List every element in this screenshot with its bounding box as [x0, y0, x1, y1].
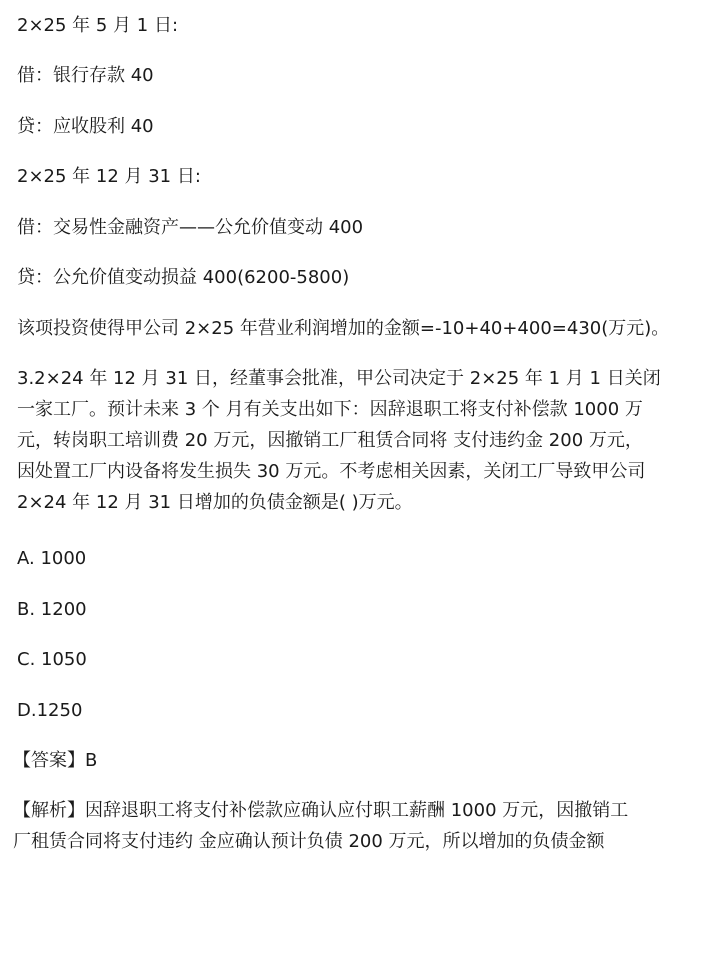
summary-line: 该项投资使得甲公司 2×25 年营业利润增加的金额=-10+40+400=430(万元)。 — [17, 318, 670, 339]
analysis-line: 【解析】因辞退职工将支付补偿款应确认应付职工薪酬 1000 万元，因撤销工 — [13, 800, 629, 821]
option-d: D.1250 — [17, 700, 83, 721]
entry-date-2: 2×25 年 12 月 31 日: — [17, 166, 201, 187]
question-line: 2×24 年 12 月 31 日增加的负债金额是( )万元。 — [17, 492, 413, 513]
question-line: 元，转岗职工培训费 20 万元，因撤销工厂租赁合同将 支付违约金 200 万元， — [17, 430, 643, 451]
analysis-paragraph — [13, 795, 628, 857]
answer-line: 【答案】B — [13, 750, 98, 771]
option-a: A. 1000 — [17, 548, 87, 569]
option-c: C. 1050 — [17, 649, 87, 670]
entry-credit-1: 贷：应收股利 40 — [17, 116, 154, 137]
entry-debit-1: 借：银行存款 40 — [17, 65, 154, 86]
option-b: B. 1200 — [17, 599, 87, 620]
entry-debit-2: 借：交易性金融资产——公允价值变动 400 — [17, 217, 364, 238]
entry-date-1: 2×25 年 5 月 1 日: — [17, 15, 179, 36]
question-line: 3.2×24 年 12 月 31 日，经董事会批准，甲公司决定于 2×25 年 1 月 1 日关闭 — [17, 368, 661, 389]
question-paragraph — [17, 363, 661, 518]
analysis-line: 厂租赁合同将支付违约 金应确认预计负债 200 万元，所以增加的负债金额 — [13, 831, 605, 852]
question-line: 因处置工厂内设备将发生损失 30 万元。不考虑相关因素，关闭工厂导致甲公司 — [17, 461, 646, 482]
entry-credit-2: 贷：公允价值变动损益 400(6200-5800) — [17, 267, 350, 288]
question-line: 一家工厂。预计未来 3 个 月有关支出如下：因辞退职工将支付补偿款 1000 万 — [17, 399, 643, 420]
